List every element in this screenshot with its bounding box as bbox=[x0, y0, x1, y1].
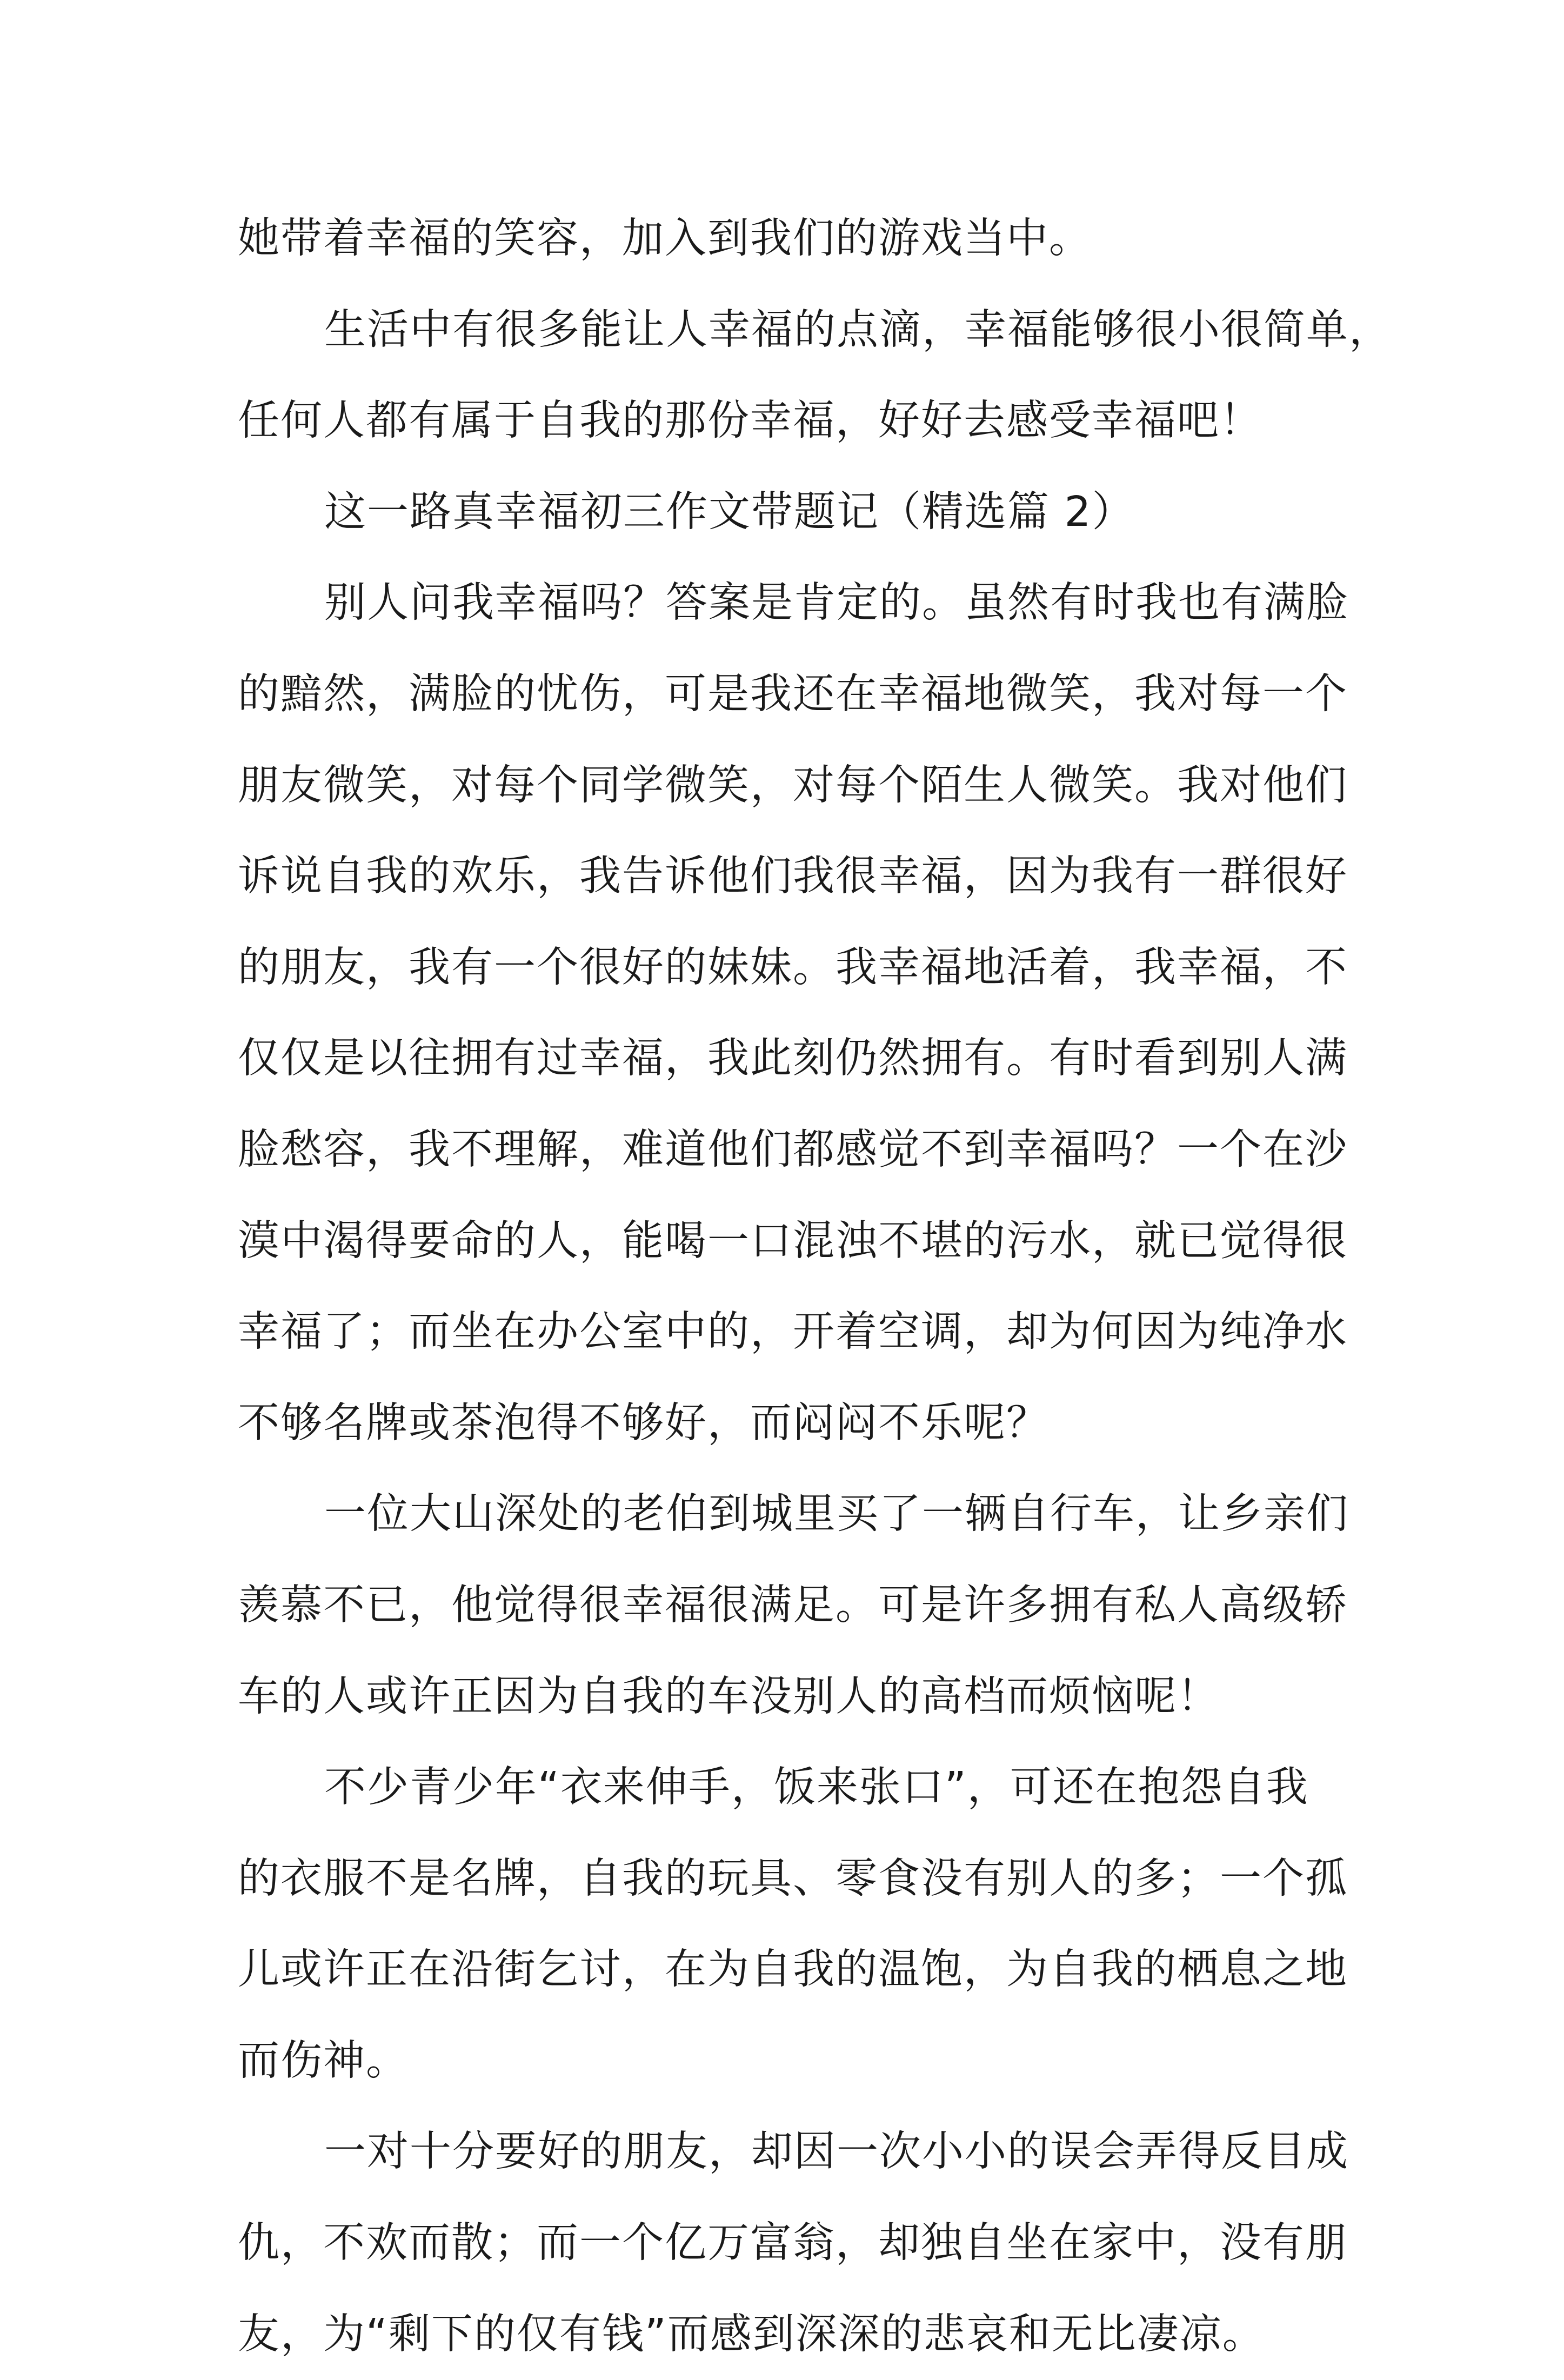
text-line: 漠中渴得要命的人，能喝一口混浊不堪的污水，就已觉得很 bbox=[238, 1216, 1348, 1265]
text-line: 生活中有很多能让人幸福的点滴，幸福能够很小很简单， bbox=[324, 305, 1392, 354]
text-line: 脸愁容，我不理解，难道他们都感觉不到幸福吗？一个在沙 bbox=[238, 1125, 1348, 1174]
text-line: 一对十分要好的朋友，却因一次小小的误会弄得反目成 bbox=[324, 2128, 1349, 2176]
text-line: 羡慕不已，他觉得很幸福很满足。可是许多拥有私人高级轿 bbox=[238, 1581, 1348, 1629]
text-line: 朋友微笑，对每个同学微笑，对每个陌生人微笑。我对他们 bbox=[238, 761, 1348, 810]
text-line: 不少青少年“衣来伸手，饭来张口”，可还在抱怨自我 bbox=[324, 1763, 1309, 1812]
text-line: 她带着幸福的笑容，加入到我们的游戏当中。 bbox=[238, 215, 1092, 263]
text-line: 一位大山深处的老伯到城里买了一辆自行车，让乡亲们 bbox=[324, 1490, 1349, 1539]
article-body bbox=[238, 193, 1392, 2380]
text-line: 儿或许正在沿街乞讨，在为自我的温饱，为自我的栖息之地 bbox=[238, 1946, 1348, 1994]
text-line: 这一路真幸福初三作文带题记（精选篇 2） bbox=[324, 487, 1135, 536]
text-line: 仅仅是以往拥有过幸福，我此刻仍然拥有。有时看到别人满 bbox=[238, 1034, 1348, 1083]
text-line: 不够名牌或茶泡得不够好，而闷闷不乐呢？ bbox=[238, 1399, 1049, 1447]
text-line: 的朋友，我有一个很好的妹妹。我幸福地活着，我幸福，不 bbox=[238, 943, 1348, 992]
text-line: 车的人或许正因为自我的车没别人的高档而烦恼呢！ bbox=[238, 1672, 1220, 1721]
text-line: 幸福了；而坐在办公室中的，开着空调，却为何因为纯净水 bbox=[238, 1308, 1348, 1356]
text-line: 友，为“剩下的仅有钱”而感到深深的悲哀和无比凄凉。 bbox=[238, 2310, 1265, 2358]
text-line: 任何人都有属于自我的那份幸福，好好去感受幸福吧！ bbox=[238, 397, 1262, 445]
text-line: 而伤神。 bbox=[238, 2036, 409, 2085]
text-line: 别人问我幸福吗？答案是肯定的。虽然有时我也有满脸 bbox=[324, 579, 1349, 627]
text-line: 仇，不欢而散；而一个亿万富翁，却独自坐在家中，没有朋 bbox=[238, 2219, 1348, 2268]
text-line: 诉说自我的欢乐，我告诉他们我很幸福，因为我有一群很好 bbox=[238, 852, 1348, 901]
text-line: 的衣服不是名牌，自我的玩具、零食没有别人的多；一个孤 bbox=[238, 1854, 1348, 1903]
text-line: 的黯然，满脸的忧伤，可是我还在幸福地微笑，我对每一个 bbox=[238, 670, 1348, 718]
